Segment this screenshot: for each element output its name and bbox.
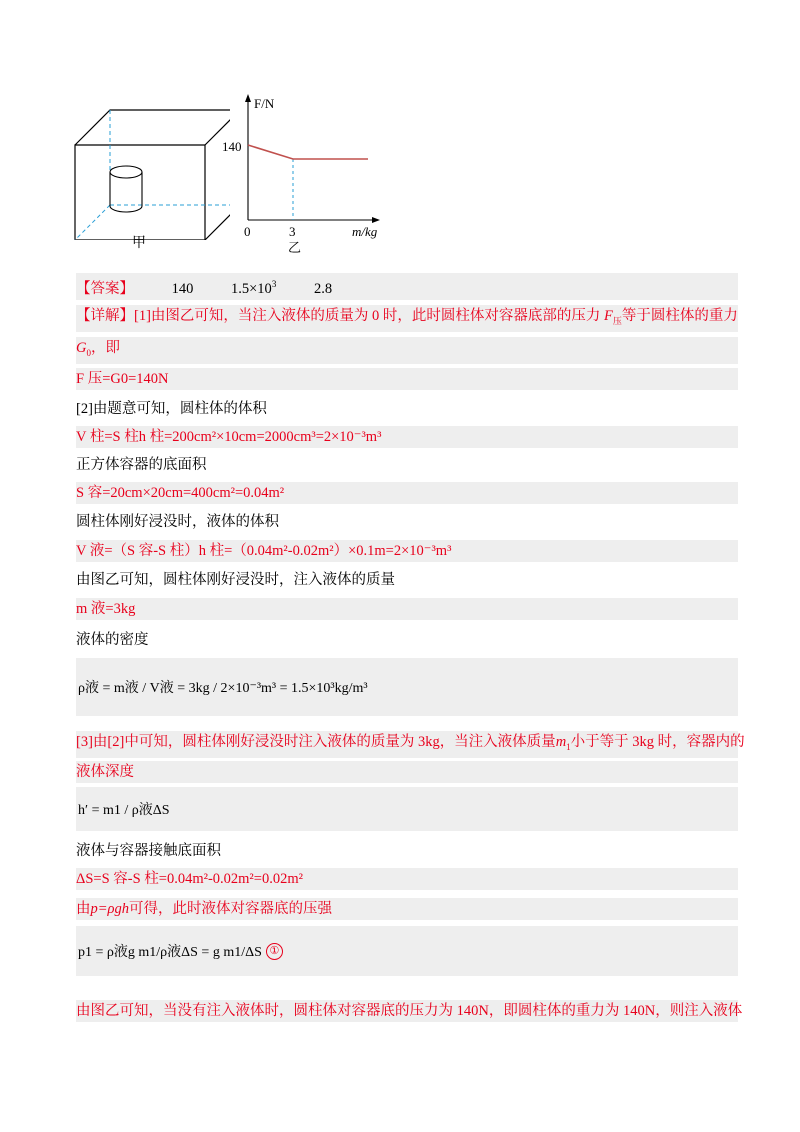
equation-density: ρ液 = m液 / V液 = 3kg / 2×10⁻³m³ = 1.5×10³kg/m³	[76, 658, 738, 716]
explain-row-1: 【详解】[1]由图乙可知，当注入液体的质量为 0 时，此时圆柱体对容器底部的压力 $F_压$等于圆柱体的重力	[76, 305, 738, 332]
series-line	[248, 145, 368, 159]
equation-area: S 容=20cm×20cm=400cm²=0.04m²	[76, 482, 738, 504]
explain-row-2: $G_0$，即	[76, 337, 738, 364]
equation-delta-area: ΔS=S 容-S 柱=0.04m²-0.02m²=0.02m²	[76, 868, 738, 890]
equation-liquid-volume: V 液=（S 容-S 柱）h 柱=（0.04m²-0.02m²）×0.1m=2×10⁻³m³	[76, 540, 738, 562]
text-contact-area: 液体与容器接触底面积	[76, 843, 221, 859]
force-mass-chart	[220, 90, 410, 260]
equation-pressure: p1 = ρ液g m1/ρ液ΔS = g m1/ΔS ①	[76, 926, 738, 976]
equation-depth: h′ = m1 / ρ液ΔS	[76, 787, 738, 831]
text-cylinder-volume: [2]由题意可知，圆柱体的体积	[76, 401, 267, 417]
explain-row-4: 由p=ρgh可得，此时液体对容器底的压强	[76, 898, 738, 920]
explain-row-3: [3]由[2]中可知，圆柱体刚好浸没时注入液体的质量为 3kg，当注入液体质量$m_1$小于等于 3kg 时，容器内的	[76, 731, 738, 758]
answer-label: 【答案】	[76, 280, 134, 297]
answer-value-2: $1.5\times 10^3$	[231, 279, 277, 297]
cube-diagram	[60, 90, 230, 240]
x-tick-label: 3	[289, 224, 296, 239]
answer-value-3: 2.8	[313, 280, 333, 297]
text-base-area: 正方体容器的底面积	[76, 457, 207, 473]
origin-label: 0	[244, 224, 251, 239]
text-liquid-mass: 由图乙可知，圆柱体刚好浸没时，注入液体的质量	[76, 572, 395, 588]
explain-label: 【详解】	[76, 308, 134, 324]
figure	[60, 90, 420, 260]
equation-liquid-mass: m 液=3kg	[76, 598, 738, 620]
figure-caption-right: 乙	[288, 240, 302, 255]
text-liquid-volume: 圆柱体刚好浸没时，液体的体积	[76, 514, 279, 530]
text-liquid-depth: 液体深度	[76, 761, 738, 783]
answer-value-1: 140	[171, 280, 194, 297]
answer-row	[76, 273, 738, 300]
y-tick-label: 140	[222, 139, 242, 154]
y-axis-label: F/N	[254, 96, 275, 111]
circled-one-mark: ①	[266, 943, 283, 960]
equation-force: F 压=G0=140N	[76, 368, 738, 390]
figure-caption-left: 甲	[132, 236, 146, 251]
equation-volume: V 柱=S 柱h 柱=200cm²×10cm=2000cm³=2×10⁻³m³	[76, 426, 738, 448]
x-axis-label: m/kg	[352, 224, 378, 239]
text-density: 液体的密度	[76, 632, 149, 648]
explain-row-5: 由图乙可知，当没有注入液体时，圆柱体对容器底的压力为 140N，即圆柱体的重力为 140N，则注入液体	[76, 1000, 738, 1022]
